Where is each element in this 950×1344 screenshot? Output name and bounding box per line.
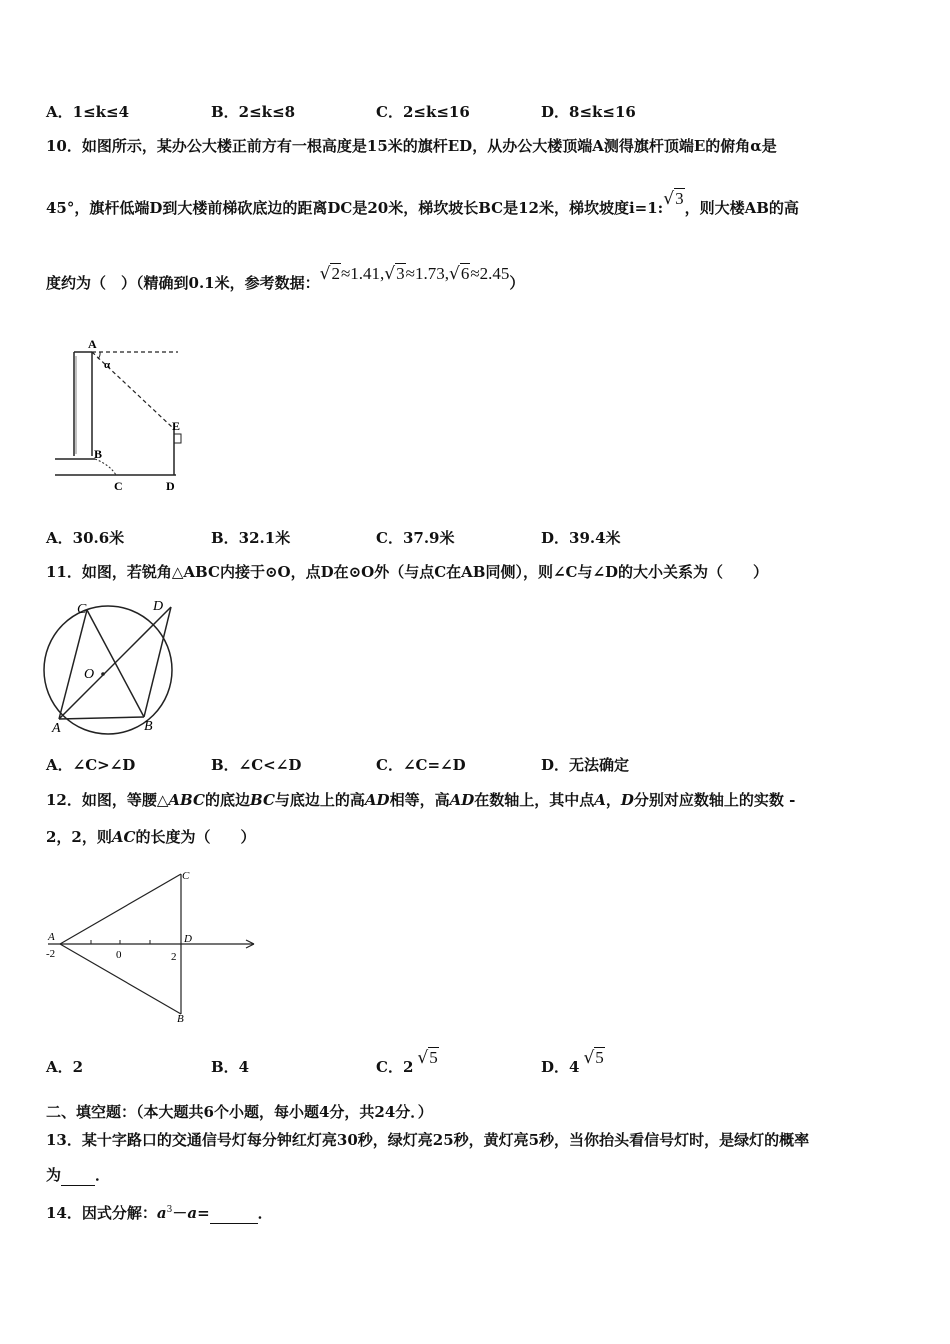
q11-option-a: A．∠C>∠D <box>46 756 136 774</box>
tick-label-neg2: -2 <box>46 948 56 960</box>
q11-option-b: B．∠C<∠D <box>211 756 302 774</box>
q14-stem: 14．因式分解：$a^3-a=$ ． <box>46 1204 273 1222</box>
answer-blank[interactable] <box>61 1165 95 1186</box>
label-b: B <box>177 1013 184 1025</box>
q10-stem-line3: 度约为（ ）（精确到0.1米，参考数据：√2≈1.41,√3≈1.73,√6≈2.45） <box>46 264 525 292</box>
segment-ca <box>59 610 87 719</box>
q11-option-c: C．∠C=∠D <box>376 756 466 774</box>
tick-label-0: 0 <box>116 949 122 961</box>
tick-label-2: 2 <box>171 951 177 963</box>
q10-stem-line1: 10．如图所示，某办公大楼正前方有一根高度是15米的旗杆ED，从办公大楼顶端A测得旗杆顶端E的俯角α是 <box>46 137 777 155</box>
label-d: D <box>166 479 175 493</box>
label-d: D <box>153 599 164 614</box>
q12-option-c: C．2 √5 <box>376 1048 438 1076</box>
q9-option-a: A．1≤k≤4 <box>46 103 130 121</box>
slope-bc <box>95 459 116 475</box>
q10-stem-line2: 45°，旗杆低端D到大楼前梯砍底边的距离DC是20米，梯坎坡长BC是12米，梯坎坡度i=1:√3，则大楼AB的高 <box>46 189 799 217</box>
q12-stem-line1: 12．如图，等腰△ABC的底边BC与底边上的高AD相等，高AD在数轴上，其中点A，D分别对应数轴上的实数 - <box>46 791 796 809</box>
reference-data: √2≈1.41,√3≈1.73,√6≈2.45 <box>319 264 510 284</box>
q9-option-d: D．8≤k≤16 <box>541 103 636 121</box>
q13-stem-line1: 13．某十字路口的交通信号灯每分钟红灯亮30秒，绿灯亮25秒，黄灯亮5秒，当你抬头看信号灯时，是绿灯的概率 <box>46 1131 810 1149</box>
q12-option-d: D．4 √5 <box>541 1048 604 1076</box>
label-c: C <box>77 602 87 617</box>
label-c: C <box>114 479 123 493</box>
label-c: C <box>182 870 190 882</box>
segment-ac <box>60 874 181 944</box>
label-alpha: α <box>104 359 111 371</box>
label-b: B <box>144 719 153 734</box>
q11-option-d: D．无法确定 <box>541 756 630 774</box>
sqrt-5: √5 <box>417 1048 438 1068</box>
q12-triangle-figure <box>40 862 270 1027</box>
q10-option-d: D．39.4米 <box>541 529 621 547</box>
label-b: B <box>94 447 103 461</box>
q12-option-b: B．4 <box>211 1058 250 1076</box>
center-point <box>101 672 105 676</box>
q10-option-c: C．37.9米 <box>376 529 455 547</box>
q13-stem-line2: 为 ． <box>46 1166 111 1184</box>
segment-ad <box>59 607 171 719</box>
segment-ab <box>59 717 144 719</box>
sqrt-5: √5 <box>583 1048 604 1068</box>
q12-stem-line2: 2，2，则AC的长度为（ ） <box>46 828 256 846</box>
label-a: A <box>52 721 61 736</box>
flag-icon <box>174 434 181 443</box>
sqrt-3: √3 <box>663 189 684 209</box>
q12-option-a: A．2 <box>46 1058 84 1076</box>
q11-stem: 11．如图，若锐角△ABC内接于⊙O，点D在⊙O外（与点C在AB同侧），则∠C与∠D的大小关系为（ ） <box>46 563 769 581</box>
segment-bd <box>144 607 171 717</box>
angle-arc <box>98 352 100 359</box>
label-o: O <box>84 667 95 682</box>
label-d: D <box>184 933 192 945</box>
q11-circle-figure <box>40 595 185 740</box>
q9-option-b: B．2≤k≤8 <box>211 103 296 121</box>
answer-blank[interactable] <box>210 1203 258 1224</box>
q10-building-figure <box>40 330 200 500</box>
label-e: E <box>172 419 181 433</box>
q9-option-c: C．2≤k≤16 <box>376 103 470 121</box>
q10-option-b: B．32.1米 <box>211 529 291 547</box>
label-a: A <box>88 337 97 351</box>
label-a: A <box>48 931 55 943</box>
section-heading: 二、填空题：（本大题共6个小题，每小题4分，共24分．） <box>46 1103 433 1121</box>
q10-option-a: A．30.6米 <box>46 529 125 547</box>
